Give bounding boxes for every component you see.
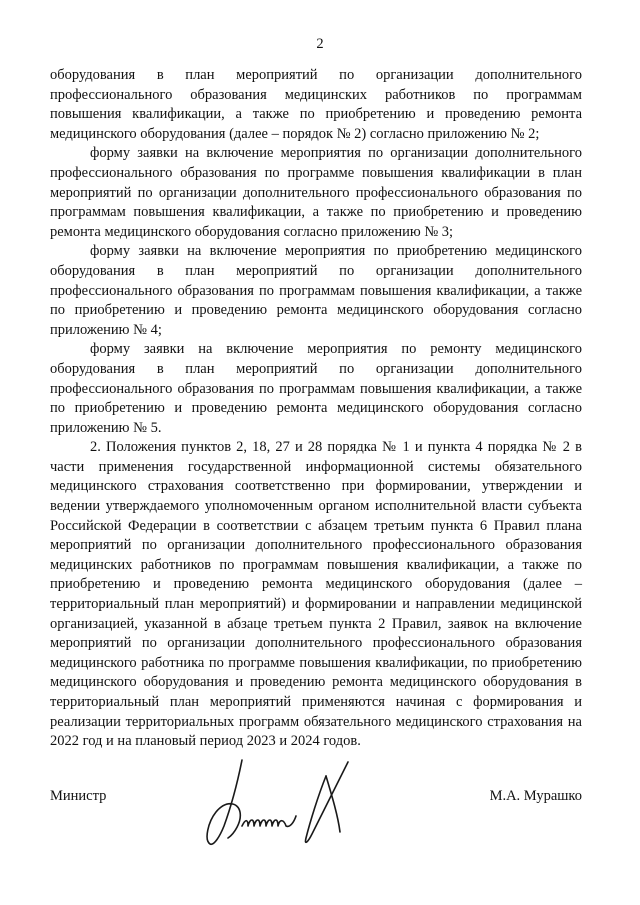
document-body — [50, 66, 582, 752]
handwritten-signature — [198, 756, 358, 852]
paragraph-form-appendix-3: форму заявки на включение мероприятия по организации дополнительного профессионального образования по программе повышения квалификации в план мероприятий по организации дополнительного профессионального образования по программам повышения квалификации, а также по приобретению и проведению ремонта медицинского оборудования согласно приложению № 3; — [50, 145, 582, 240]
signatory-name: М.А. Мурашко — [489, 788, 582, 804]
signatory-title: Министр — [50, 788, 107, 804]
page-number: 2 — [316, 36, 324, 52]
paragraph-continuation: оборудования в план мероприятий по организации дополнительного профессионального образования медицинских работников по программам повышения квалификации, а также по приобретению и проведению ремонта медицинского оборудования (далее – порядок № 2) согласно приложению № 2; — [50, 67, 582, 142]
paragraph-form-appendix-5: форму заявки на включение мероприятия по ремонту медицинского оборудования в план мероприятий по организации дополнительного профессионального образования по программам повышения квалификации, а также по приобретению и проведению ремонта медицинского оборудования согласно приложению № 5. — [50, 341, 582, 436]
paragraph-clause-2: 2. Положения пунктов 2, 18, 27 и 28 порядка № 1 и пункта 4 порядка № 2 в части применения государственной информационной системы обязательного медицинского страхования соответственно при формировании, утверждении и ведении утверждаемого уполномоченным органом исполнительной власти субъекта Российской Федерации в соответствии с абзацем третьим пункта 6 Правил плана мероприятий по организации дополнительного профессионального образования медицинских работников по программам повышения квалификации, а также по приобретению и проведению ремонта медицинского оборудования (далее – территориальный план мероприятий) и формировании и направлении медицинской организацией, указанной в абзаце третьем пункта 2 Правил, заявок на включение мероприятий по организации дополнительного профессионального образования медицинского работника по программе повышения квалификации, по приобретению медицинского оборудования и проведению ремонта медицинского оборудования в территориальный план мероприятий применяются начиная с формирования и реализации территориальных программ обязательного медицинского страхования на 2022 год и на плановый период 2023 и 2024 годов. — [50, 439, 582, 750]
paragraph-form-appendix-4: форму заявки на включение мероприятия по приобретению медицинского оборудования в план мероприятий по организации дополнительного профессионального образования по программам повышения квалификации, а также по приобретению и проведению ремонта медицинского оборудования согласно приложению № 4; — [50, 243, 582, 338]
